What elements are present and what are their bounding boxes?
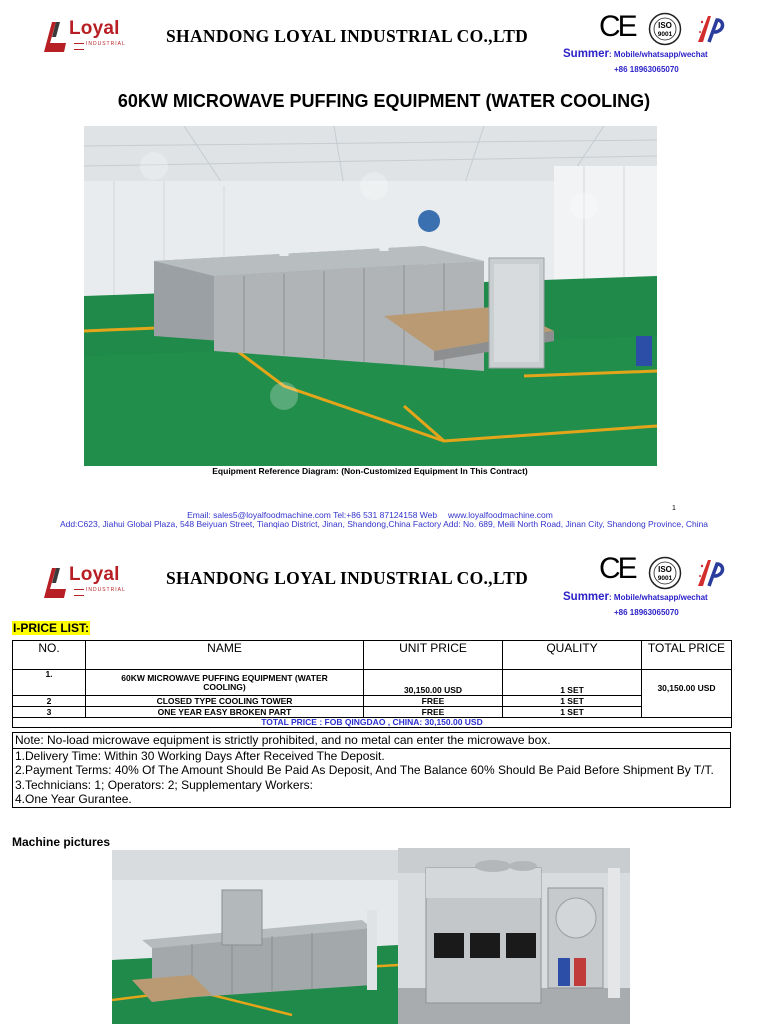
row-no: 1.	[13, 670, 86, 696]
col-header-quality: QUALITY	[503, 641, 642, 670]
iso-text: ISO	[658, 21, 672, 30]
total-line: TOTAL PRICE : FOB QINGDAO , CHINA: 30,150.00 USD	[13, 718, 732, 728]
row-quality: 1 SET	[503, 670, 642, 696]
table-row	[13, 707, 732, 718]
contact-label: : Mobile/whatsapp/wechat	[609, 50, 708, 59]
page-title: 60KW MICROWAVE PUFFING EQUIPMENT (WATER COOLING)	[117, 91, 651, 111]
col-header-total-price: TOTAL PRICE	[642, 641, 732, 670]
price-table	[12, 640, 732, 728]
note-guarantee: 4.One Year Gurantee.	[15, 792, 132, 806]
photo-caption: Equipment Reference Diagram: (Non-Customized Equipment In This Contract)	[212, 466, 528, 476]
company-logo	[42, 17, 132, 57]
iso-number: 9001	[657, 31, 673, 38]
row-unit-price: FREE	[364, 707, 503, 718]
row-quality: 1 SET	[503, 707, 642, 718]
notes-table	[12, 732, 731, 808]
col-header-name: NAME	[86, 641, 364, 670]
note-staff: 3.Technicians: 1; Operators: 2; Supplementary Workers:	[15, 777, 313, 792]
machine-photo-microwave	[112, 850, 398, 1024]
table-row	[13, 696, 732, 707]
row-name: 60KW MICROWAVE PUFFING EQUIPMENT (WATER COOLING)	[86, 670, 364, 696]
machine-pictures-label: Machine pictures	[12, 835, 111, 849]
note-line	[13, 748, 731, 807]
contact-block	[563, 591, 708, 603]
company-name: SHANDONG LOYAL INDUSTRIAL CO.,LTD	[166, 26, 529, 46]
total-price-cell: 30,150.00 USD	[642, 670, 732, 718]
logo-mark-icon	[42, 565, 68, 599]
footer-contact-line: Email: sales5@loyalfoodmachine.com Tel:+86 531 87124158 Web www.loyalfoodmachine.com	[187, 510, 553, 520]
note-payment: 2.Payment Terms: 40% Of The Amount Should Be Paid As Deposit, And The Balance 60% Should Be Paid Before Shipment By T/T.	[15, 763, 714, 777]
row-name: CLOSED TYPE COOLING TOWER	[86, 696, 364, 707]
ce-mark: CE	[599, 10, 635, 43]
logo-wordmark: Loyal	[69, 564, 120, 585]
row-quality: 1 SET	[503, 696, 642, 707]
col-header-no: NO.	[13, 641, 86, 670]
equipment-reference-photo	[84, 126, 657, 466]
contact-name: Summer	[563, 48, 610, 60]
footer-address-line: Add:C623, Jiahui Global Plaza, 548 Beiyuan Street, Tianqiao District, Jinan, Shandong,China Factory Add: No. 689, Meili North Road, Jinan City, Shandong Province, China	[59, 519, 709, 529]
iso-number: 9001	[657, 575, 673, 582]
col-header-unit-price: UNIT PRICE	[364, 641, 503, 670]
contact-phone: +86 18963065070	[614, 608, 679, 617]
total-row	[13, 718, 732, 728]
row-name: ONE YEAR EASY BROKEN PART	[86, 707, 364, 718]
iso-9001-icon	[648, 12, 682, 46]
company-name: SHANDONG LOYAL INDUSTRIAL CO.,LTD	[166, 568, 529, 588]
note-line: Note: No-load microwave equipment is strictly prohibited, and no metal can enter the microwave box.	[13, 733, 731, 749]
iso-text: ISO	[658, 565, 672, 574]
row-unit-price: FREE	[364, 696, 503, 707]
note-delivery: 1.Delivery Time: Within 30 Working Days After Received The Deposit.	[15, 748, 385, 763]
contact-phone: +86 18963065070	[614, 65, 679, 74]
certification-icon	[694, 556, 726, 590]
table-header-row	[13, 641, 732, 670]
logo-subtext: INDUSTRIAL	[72, 587, 132, 599]
contact-label: : Mobile/whatsapp/wechat	[609, 593, 708, 602]
row-unit-price: 30,150.00 USD	[364, 670, 503, 696]
logo-wordmark: Loyal	[69, 18, 120, 39]
machine-photo-cooling-tower	[398, 848, 630, 1024]
row-no: 3	[13, 707, 86, 718]
contact-name: Summer	[563, 591, 610, 603]
ce-mark: CE	[599, 552, 635, 585]
contact-block	[563, 48, 708, 60]
row-no: 2	[13, 696, 86, 707]
table-row	[13, 670, 732, 696]
price-list-label: I-PRICE LIST:	[13, 621, 90, 635]
logo-mark-icon	[42, 19, 68, 53]
page-number: 1	[672, 505, 676, 512]
certification-icon	[694, 12, 726, 46]
company-logo	[42, 563, 132, 603]
logo-subtext: INDUSTRIAL	[72, 41, 132, 53]
iso-9001-icon	[648, 556, 682, 590]
